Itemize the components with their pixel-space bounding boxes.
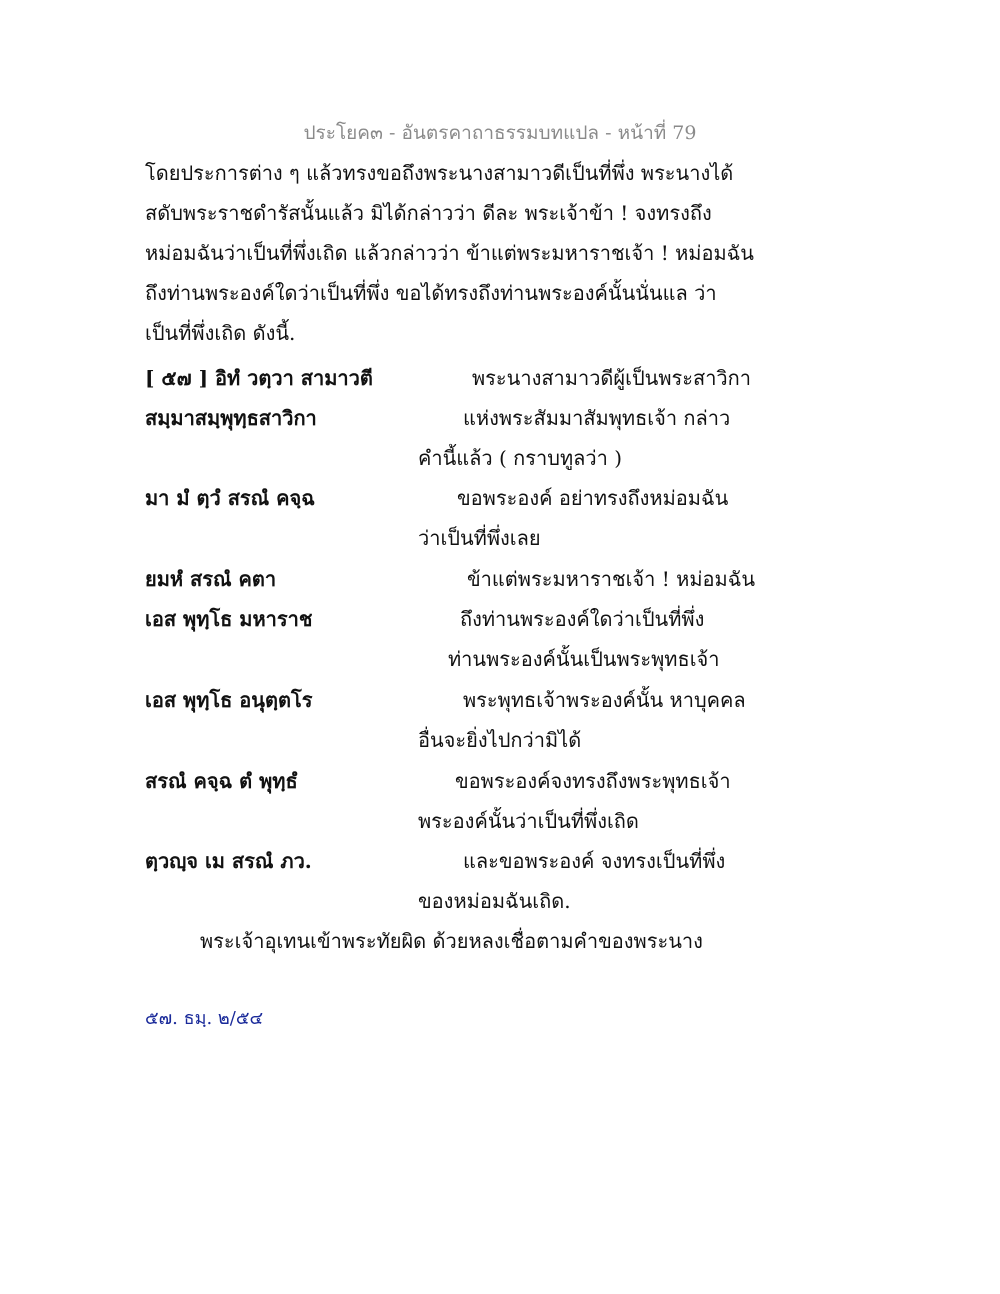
verse-pali: สรณํ คจฺฉ ตํ พุทฺธํ (145, 769, 298, 793)
closing-line: พระเจ้าอุเทนเข้าพระทัยผิด ด้วยหลงเชื่อตามคำของพระนาง (200, 929, 703, 953)
verse-translation-continued: พระองค์นั้นว่าเป็นที่พึ่งเถิด (418, 809, 639, 833)
paragraph-line: เป็นที่พึ่งเถิด ดังนี้. (145, 321, 296, 345)
verse-pali: สมฺมาสมฺพุทฺธสาวิกา (145, 406, 317, 430)
verse-pali: ตฺวญฺจ เม สรณํ ภว. (145, 849, 312, 873)
verse-pali: เอส พุทฺโธ มหาราช (145, 607, 313, 631)
paragraph-line: โดยประการต่าง ๆ แล้วทรงขอถึงพระนางสามาวดีเป็นที่พึ่ง พระนางได้ (145, 161, 734, 185)
page-header: ประโยค๓ - อันตรคาถาธรรมบทแปล - หน้าที่ 79 (303, 122, 697, 144)
verse-translation: แห่งพระสัมมาสัมพุทธเจ้า กล่าว (463, 406, 731, 430)
paragraph-line: ถึงท่านพระองค์ใดว่าเป็นที่พึ่ง ขอได้ทรงถึงท่านพระองค์นั้นนั่นแล ว่า (145, 281, 717, 305)
paragraph-line: หม่อมฉันว่าเป็นที่พึ่งเถิด แล้วกล่าวว่า ข้าแต่พระมหาราชเจ้า ! หม่อมฉัน (145, 241, 754, 265)
verse-translation: ขอพระองค์จงทรงถึงพระพุทธเจ้า (455, 769, 731, 793)
verse-translation: ถึงท่านพระองค์ใดว่าเป็นที่พึ่ง (460, 607, 705, 631)
verse-pali: มา มํ ตฺวํ สรณํ คจฺฉ (145, 486, 315, 510)
verse-pali: [ ๕๗ ] อิทํ วตฺวา สามาวตี (145, 366, 373, 390)
verse-translation-continued: ว่าเป็นที่พึ่งเลย (418, 526, 541, 550)
verse-translation: พระพุทธเจ้าพระองค์นั้น หาบุคคล (463, 688, 746, 712)
verse-translation: ข้าแต่พระมหาราชเจ้า ! หม่อมฉัน (467, 567, 755, 591)
verse-translation-continued: ท่านพระองค์นั้นเป็นพระพุทธเจ้า (448, 647, 720, 671)
footnote-reference: ๕๗. ธมฺ. ๒/๕๔ (145, 1008, 264, 1029)
verse-translation-continued: อื่นจะยิ่งไปกว่ามิได้ (418, 728, 582, 752)
opening-paragraph (145, 153, 865, 353)
verse-translation: และขอพระองค์ จงทรงเป็นที่พึ่ง (463, 849, 726, 873)
paragraph-line: สดับพระราชดำรัสนั้นแล้ว มิได้กล่าวว่า ดีละ พระเจ้าข้า ! จงทรงถึง (145, 201, 712, 225)
verse-translation: พระนางสามาวดีผู้เป็นพระสาวิกา (472, 366, 752, 390)
verse-translation: ขอพระองค์ อย่าทรงถึงหม่อมฉัน (457, 486, 729, 510)
verse-pali: ยมหํ สรณํ คตา (145, 567, 277, 591)
verse-translation-continued: คำนี้แล้ว ( กราบทูลว่า ) (418, 446, 623, 470)
verse-pali: เอส พุทฺโธ อนุตฺตโร (145, 688, 313, 712)
verse-translation-continued: ของหม่อมฉันเถิด. (418, 889, 571, 913)
